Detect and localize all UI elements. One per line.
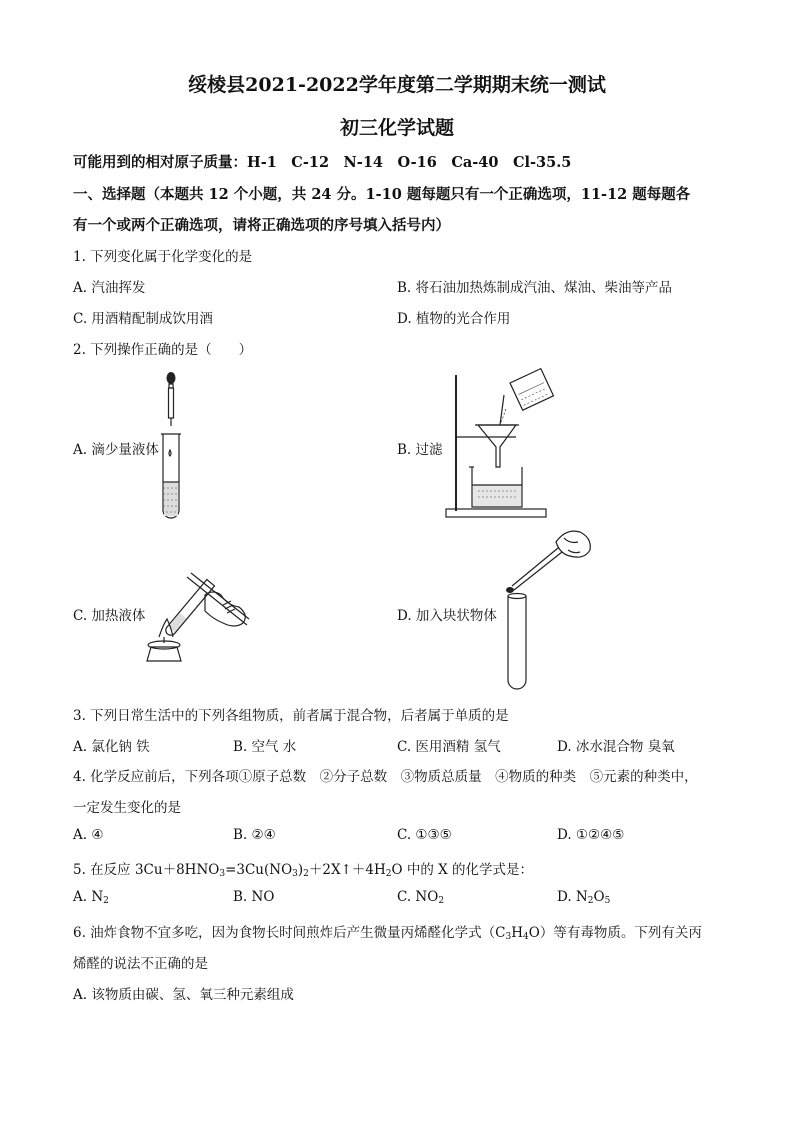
q5-option-b: B. NO <box>233 889 275 905</box>
atomic-masses: 可能用到的相对原子质量：H-1 C-12 N-14 O-16 Ca-40 Cl-35.5 <box>73 154 572 171</box>
q4-option-c: C. ①③⑤ <box>397 827 452 843</box>
exam-title: 绥棱县2021-2022学年度第二学期期末统一测试 <box>188 74 606 96</box>
q5-option-c: C. $NO_2$ <box>397 889 445 906</box>
q4-stem-line1: 4. 化学反应前后，下列各项①原子总数 ②分子总数 ③物质总质量 ④物质的种类 ⑤元素的种类中， <box>73 769 698 785</box>
exam-subtitle: 初三化学试题 <box>339 117 454 139</box>
filtration-figure <box>442 375 562 520</box>
q3-stem: 3. 下列日常生活中的下列各组物质，前者属于混合物，后者属于单质的是 <box>73 708 509 724</box>
q3-option-a: A. 氯化钠 铁 <box>73 739 150 755</box>
q1-option-d: D. 植物的光合作用 <box>397 311 511 327</box>
q4-option-d: D. ①②④⑤ <box>557 827 625 843</box>
q1-stem: 1. 下列变化属于化学变化的是 <box>73 249 253 265</box>
q5-option-d: D. $N_2O_5$ <box>557 889 611 906</box>
section-heading-line1: 一、选择题（本题共 12 个小题，共 24 分。1-10 题每题只有一个正确选项，11-12 题每题各 <box>73 186 691 203</box>
q2-option-a: A. 滴少量液体 <box>73 442 159 458</box>
q2-option-d: D. 加入块状物体 <box>397 608 497 624</box>
q6-stem-line2: 烯醛的说法不正确的是 <box>73 956 208 972</box>
q1-option-b: B. 将石油加热炼制成汽油、煤油、柴油等产品 <box>397 280 673 296</box>
q6-stem-line1: 6. 油炸食物不宜多吃，因为食物长时间煎炸后产生微量丙烯醛化学式$(C_3H_4O)$等有毒物质。下列有关丙 <box>73 925 702 942</box>
q5-option-a: A. $N_2$ <box>73 889 109 906</box>
q6-option-a: A. 该物质由碳、氢、氧三种元素组成 <box>73 987 294 1003</box>
q2-option-b: B. 过滤 <box>397 442 443 458</box>
q1-option-c: C. 用酒精配制成饮用酒 <box>73 311 213 327</box>
q2-option-c: C. 加热液体 <box>73 608 146 624</box>
q2-stem: 2. 下列操作正确的是（ ） <box>73 342 253 358</box>
q3-option-b: B. 空气 水 <box>233 739 297 755</box>
section-heading-line2: 有一个或两个正确选项，请将正确选项的序号填入括号内） <box>73 217 450 234</box>
q1-option-a: A. 汽油挥发 <box>73 280 146 296</box>
heating-liquid-figure <box>145 565 255 665</box>
dropper-test-tube-figure <box>150 370 200 522</box>
q3-option-c: C. 医用酒精 氢气 <box>397 739 501 755</box>
q5-stem: 5. 在反应 $3Cu+8HNO_3=3Cu(NO_3)_2+2X↑+4H_2O$ 中的 X 的化学式是： <box>73 862 534 879</box>
adding-solid-figure <box>492 528 602 693</box>
q4-option-a: A. ④ <box>73 827 104 843</box>
q3-option-d: D. 冰水混合物 臭氧 <box>557 739 675 755</box>
q4-stem-line2: 一定发生变化的是 <box>73 800 181 816</box>
q4-option-b: B. ②④ <box>233 827 276 843</box>
